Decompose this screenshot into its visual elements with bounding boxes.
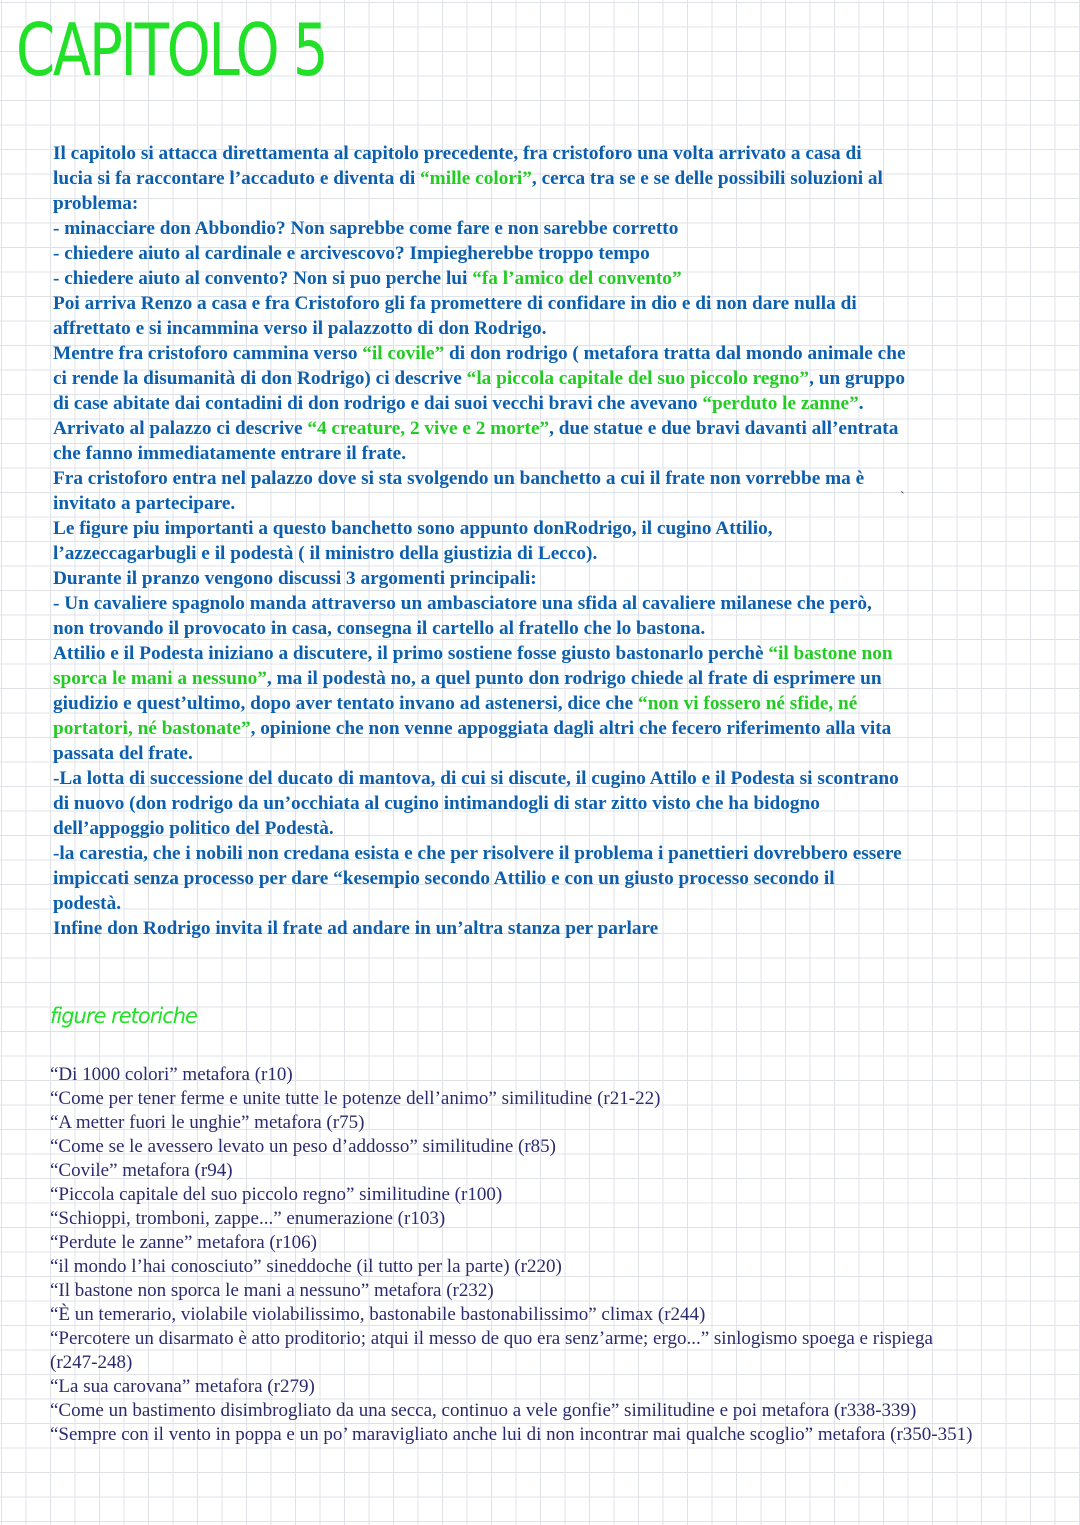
summary-line xyxy=(53,666,1053,691)
summary-text: . xyxy=(858,393,864,414)
summary-line xyxy=(53,241,1053,266)
figures-heading: figure retoriche xyxy=(50,1004,197,1028)
figure-item: “Piccola capitale del suo piccolo regno” similitudine (r100) xyxy=(50,1184,503,1205)
summary-line xyxy=(53,341,1053,366)
figure-item: “Come un bastimento disimbrogliato da una secca, continuo a vele gonfie” similitudine e poi metafora (r338-339) xyxy=(50,1400,917,1421)
summary-line xyxy=(53,291,1053,316)
summary-line xyxy=(53,741,1053,766)
summary-line xyxy=(53,166,1053,191)
summary-text: Mentre fra cristoforo cammina verso xyxy=(53,343,363,364)
summary-line xyxy=(53,216,1053,241)
summary-text: , due statue e due bravi davanti all’entrata xyxy=(549,418,899,439)
chapter-summary xyxy=(53,141,1053,941)
summary-text: -La lotta di successione del ducato di mantova, di cui si discute, il cugino Attilo e il Podesta si scontrano xyxy=(53,768,899,789)
summary-text: - minacciare don Abbondio? Non saprebbe come fare e non sarebbe corretto xyxy=(53,218,679,239)
summary-text: di nuovo (don rodrigo da un’occhiata al cugino intimandogli di star zitto visto che ha bidogno xyxy=(53,793,820,814)
summary-text: l’azzeccagarbugli e il podestà ( il ministro della giustizia di Lecco). xyxy=(53,543,598,564)
highlighted-quote: “fa l’amico del convento” xyxy=(472,268,682,289)
figure-item: “Covile” metafora (r94) xyxy=(50,1160,233,1181)
highlighted-quote: “4 creature, 2 vive e 2 morte” xyxy=(307,418,550,439)
figure-item: “il mondo l’hai conosciuto” sineddoche (il tutto per la parte) (r220) xyxy=(50,1256,562,1277)
summary-text: , ma il podestà no, a quel punto don rodrigo chiede al frate di esprimere un xyxy=(266,668,882,689)
summary-line xyxy=(53,441,1053,466)
summary-text: di don rodrigo ( metafora tratta dal mondo animale che xyxy=(444,343,906,364)
summary-text: non trovando il provocato in casa, consegna il cartello al fratello che lo bastona. xyxy=(53,618,706,639)
highlighted-quote: “perduto le zanne” xyxy=(702,393,859,414)
highlighted-quote: “il bastone non xyxy=(768,643,893,664)
summary-text: -la carestia, che i nobili non credana esista e che per risolvere il problema i panettieri dovrebbero essere xyxy=(53,843,902,864)
summary-text: , opinione che non venne appoggiata dagli altri che fecero riferimento alla vita xyxy=(250,718,892,739)
summary-text: podestà. xyxy=(53,893,122,914)
page-title: CAPITOLO 5 xyxy=(16,8,327,92)
summary-line xyxy=(53,316,1053,341)
summary-text: invitato a partecipare. xyxy=(53,493,236,514)
summary-text: passata del frate. xyxy=(53,743,193,764)
summary-text: affrettato e si incammina verso il palazzotto di don Rodrigo. xyxy=(53,318,547,339)
summary-line xyxy=(53,616,1053,641)
figure-item: “Percotere un disarmato è atto proditorio; atqui il messo de quo era senz’arme; ergo...” sinlogismo spoega e rispiega xyxy=(50,1328,933,1349)
figure-item: “A metter fuori le unghie” metafora (r75) xyxy=(50,1112,365,1133)
figure-item: “Come per tener ferme e unite tutte le potenze dell’animo” similitudine (r21-22) xyxy=(50,1088,661,1109)
summary-line xyxy=(53,841,1053,866)
summary-text: lucia si fa raccontare l’accaduto e diventa di xyxy=(53,168,421,189)
summary-text: ci rende la disumanità di don Rodrigo) ci descrive xyxy=(53,368,467,389)
highlighted-quote: “il covile” xyxy=(362,343,445,364)
summary-text: Infine don Rodrigo invita il frate ad andare in un’altra stanza per parlare xyxy=(53,918,659,939)
highlighted-quote: sporca le mani a nessuno” xyxy=(53,668,267,689)
figure-item: “Sempre con il vento in poppa e un po’ maravigliato anche lui di non incontrar mai qualche scoglio” metafora (r350-351) xyxy=(50,1424,973,1445)
figure-item: (r247-248) xyxy=(50,1352,133,1373)
summary-line xyxy=(53,766,1053,791)
summary-line xyxy=(53,416,1053,441)
summary-line xyxy=(53,641,1053,666)
summary-line xyxy=(53,266,1053,291)
summary-line xyxy=(53,816,1053,841)
summary-line xyxy=(53,141,1053,166)
summary-text: , cerca tra se e se delle possibili soluzioni al xyxy=(531,168,883,189)
figure-item: “Come se le avessero levato un peso d’addosso” similitudine (r85) xyxy=(50,1136,557,1157)
summary-line xyxy=(53,566,1053,591)
summary-line xyxy=(53,916,1053,941)
summary-text: problema: xyxy=(53,193,139,214)
summary-text: Fra cristoforo entra nel palazzo dove si sta svolgendo un banchetto a cui il frate non vorrebbe ma è xyxy=(53,468,865,489)
highlighted-quote: “mille colori” xyxy=(420,168,532,189)
summary-line xyxy=(53,516,1053,541)
summary-text: impiccati senza processo per dare “kesempio secondo Attilio e con un giusto processo secondo il xyxy=(53,868,835,889)
summary-line xyxy=(53,791,1053,816)
summary-line xyxy=(53,716,1053,741)
summary-text: Durante il pranzo vengono discussi 3 argomenti principali: xyxy=(53,568,537,589)
summary-line xyxy=(53,191,1053,216)
summary-text: Attilio e il Podesta iniziano a discutere, il primo sostiene fosse giusto bastonarlo perchè xyxy=(53,643,769,664)
summary-text: , un gruppo xyxy=(809,368,905,389)
summary-text: che fanno immediatamente entrare il frate. xyxy=(53,443,407,464)
summary-line xyxy=(53,591,1053,616)
summary-line xyxy=(53,466,1053,491)
summary-text: Arrivato al palazzo ci descrive xyxy=(53,418,308,439)
rhetorical-figures-list xyxy=(50,1063,1075,1447)
summary-text: dell’appoggio politico del Podestà. xyxy=(53,818,334,839)
figure-item: “Di 1000 colori” metafora (r10) xyxy=(50,1064,293,1085)
summary-text: di case abitate dai contadini di don rodrigo e dai suoi vecchi bravi che avevano xyxy=(53,393,703,414)
summary-line xyxy=(53,691,1053,716)
highlighted-quote: “non vi fossero né sfide, né xyxy=(638,693,858,714)
summary-line xyxy=(53,391,1053,416)
figure-item: “Perdute le zanne” metafora (r106) xyxy=(50,1232,317,1253)
figure-item: “Schioppi, tromboni, zappe...” enumerazione (r103) xyxy=(50,1208,446,1229)
figure-item: “È un temerario, violabile violabilissimo, bastonabile bastonabilissimo” climax (r244) xyxy=(50,1304,706,1325)
summary-text: giudizio e quest’ultimo, dopo aver tentato invano ad astenersi, dice che xyxy=(53,693,639,714)
figure-item: “La sua carovana” metafora (r279) xyxy=(50,1376,315,1397)
summary-text: - Un cavaliere spagnolo manda attraverso un ambasciatore una sfida al cavaliere milanese che però, xyxy=(53,593,872,614)
summary-text: Poi arriva Renzo a casa e fra Cristoforo gli fa promettere di confidare in dio e di non dare nulla di xyxy=(53,293,857,314)
figure-item: “Il bastone non sporca le mani a nessuno” metafora (r232) xyxy=(50,1280,494,1301)
summary-text: - chiedere aiuto al cardinale e arcivescovo? Impiegherebbe troppo tempo xyxy=(53,243,650,264)
highlighted-quote: portatori, né bastonate” xyxy=(53,718,251,739)
stray-mark: ` xyxy=(900,490,905,505)
summary-text: Il capitolo si attacca direttamenta al capitolo precedente, fra cristoforo una volta arrivato a casa di xyxy=(53,143,862,164)
summary-line xyxy=(53,366,1053,391)
summary-line xyxy=(53,866,1053,891)
highlighted-quote: “la piccola capitale del suo piccolo regno” xyxy=(466,368,810,389)
summary-text: Le figure piu importanti a questo banchetto sono appunto donRodrigo, il cugino Attilio, xyxy=(53,518,773,539)
summary-line xyxy=(53,891,1053,916)
summary-line xyxy=(53,541,1053,566)
summary-text: - chiedere aiuto al convento? Non si puo perche lui xyxy=(53,268,473,289)
